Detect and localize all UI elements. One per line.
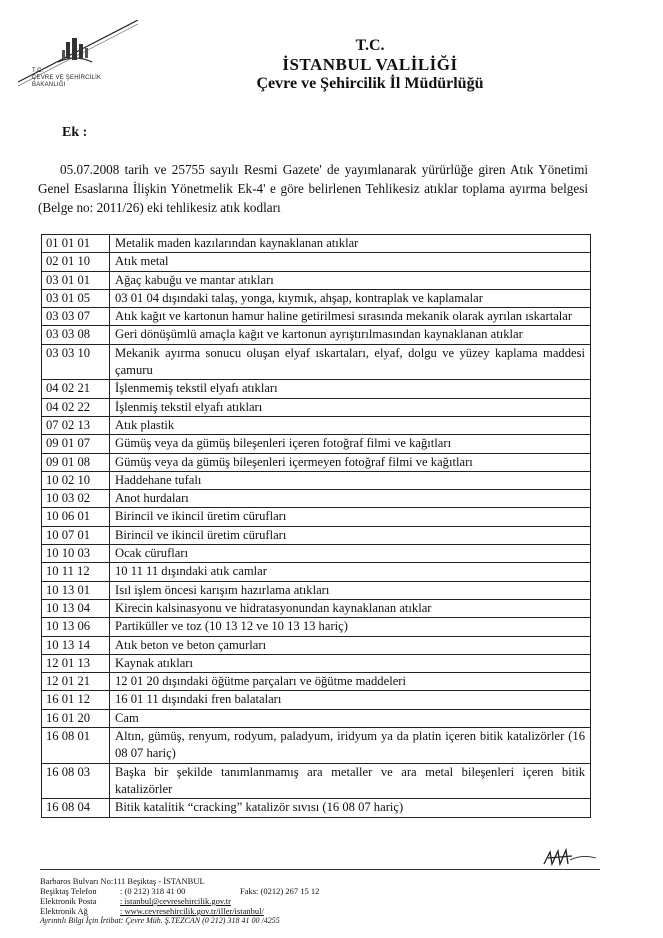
- table-row: [42, 581, 591, 599]
- table-row: [42, 308, 591, 326]
- waste-description: Ocak cürufları: [110, 545, 591, 563]
- signature-initials-icon: [540, 846, 600, 870]
- table-row: [42, 398, 591, 416]
- waste-description: Birincil ve ikincil üretim cürufları: [110, 508, 591, 526]
- waste-code: 10 07 01: [42, 526, 110, 544]
- table-row: [42, 289, 591, 307]
- table-row: [42, 453, 591, 471]
- waste-description: İşlenmiş tekstil elyafı atıkları: [110, 398, 591, 416]
- footer-email-link[interactable]: : istanbul@cevresehircilik.gov.tr: [120, 896, 231, 906]
- table-row: [42, 545, 591, 563]
- waste-description: Bitik katalitik “cracking” katalizör sıvısı (16 08 07 hariç): [110, 799, 591, 817]
- table-row: [42, 326, 591, 344]
- table-row: [42, 435, 591, 453]
- table-row: [42, 763, 591, 799]
- waste-code: 04 02 22: [42, 398, 110, 416]
- waste-description: Cam: [110, 709, 591, 727]
- waste-code: 10 13 14: [42, 636, 110, 654]
- header-directorate: Çevre ve Şehircilik İl Müdürlüğü: [256, 75, 484, 92]
- footer-contact-note: Ayrıntılı Bilgi İçin İrtibat: Çevre Müh. Ş.TEZCAN (0 212) 318 41 00 /4255: [40, 916, 280, 925]
- table-row: [42, 728, 591, 764]
- ministry-logo: [18, 20, 138, 100]
- table-row: [42, 471, 591, 489]
- waste-description: Gümüş veya da gümüş bileşenleri içermeyen fotoğraf filmi ve kağıtları: [110, 453, 591, 471]
- waste-description: Geri dönüşümlü amaçla kağıt ve kartonun ayrıştırılmasından kaynaklanan atıklar: [110, 326, 591, 344]
- waste-code: 10 13 06: [42, 618, 110, 636]
- footer-email-label: Elektronik Posta: [40, 896, 97, 906]
- waste-code: 10 13 01: [42, 581, 110, 599]
- waste-description: Atık beton ve beton çamurları: [110, 636, 591, 654]
- waste-description: Mekanik ayırma sonucu oluşan elyaf ıskartaları, elyaf, dolgu ve yüzey kaplama maddesi çamuru: [110, 344, 591, 380]
- table-row: [42, 599, 591, 617]
- waste-code: 03 03 08: [42, 326, 110, 344]
- header-tc: T.C.: [355, 37, 385, 54]
- waste-description: Ağaç kabuğu ve mantar atıkları: [110, 271, 591, 289]
- ministry-line1: ÇEVRE VE ŞEHİRCİLİK: [32, 75, 102, 81]
- footer-web-label: Elektronik Ağ: [40, 906, 88, 916]
- waste-code: 16 01 12: [42, 691, 110, 709]
- waste-description: Metalik maden kazılarından kaynaklanan atıklar: [110, 235, 591, 253]
- table-row: [42, 654, 591, 672]
- waste-code: 09 01 08: [42, 453, 110, 471]
- waste-code: 03 03 07: [42, 308, 110, 326]
- waste-code: 03 01 01: [42, 271, 110, 289]
- table-row: [42, 636, 591, 654]
- waste-code: 03 03 10: [42, 344, 110, 380]
- footer-phone-label: Beşiktaş Telefon: [40, 886, 97, 896]
- table-row: [42, 799, 591, 817]
- waste-description: Atık metal: [110, 253, 591, 271]
- waste-description: Haddehane tufalı: [110, 471, 591, 489]
- waste-code: 03 01 05: [42, 289, 110, 307]
- footer-phone: : (0 212) 318 41 00: [120, 886, 186, 896]
- waste-code: 16 08 01: [42, 728, 110, 764]
- waste-description: 10 11 11 dışındaki atık camlar: [110, 563, 591, 581]
- table-row: [42, 490, 591, 508]
- waste-description: 16 01 11 dışındaki fren balataları: [110, 691, 591, 709]
- footer-web-link[interactable]: : www.cevresehircilik.gov.tr/iller/istanbul/: [120, 906, 264, 916]
- waste-description: Kirecin kalsinasyonu ve hidratasyonundan kaynaklanan atıklar: [110, 599, 591, 617]
- waste-code: 10 02 10: [42, 471, 110, 489]
- waste-code: 12 01 13: [42, 654, 110, 672]
- footer-fax: Faks: (0212) 267 15 12: [240, 886, 320, 896]
- waste-description: Başka bir şekilde tanımlanmamış ara metaller ve ara metal bileşenleri içeren bitik katalizörler: [110, 763, 591, 799]
- table-row: [42, 618, 591, 636]
- table-row: [42, 526, 591, 544]
- waste-code: 10 11 12: [42, 563, 110, 581]
- waste-description: Partiküller ve toz (10 13 12 ve 10 13 13 hariç): [110, 618, 591, 636]
- waste-description: Isıl işlem öncesi karışım hazırlama atıkları: [110, 581, 591, 599]
- table-row: [42, 416, 591, 434]
- waste-code: 16 08 03: [42, 763, 110, 799]
- table-row: [42, 344, 591, 380]
- waste-description: Kaynak atıkları: [110, 654, 591, 672]
- waste-description: İşlenmemiş tekstil elyafı atıkları: [110, 380, 591, 398]
- table-row: [42, 673, 591, 691]
- ministry-line2: BAKANLIĞI: [32, 82, 66, 88]
- waste-code: 16 01 20: [42, 709, 110, 727]
- waste-description: Gümüş veya da gümüş bileşenleri içeren fotoğraf filmi ve kağıtları: [110, 435, 591, 453]
- table-row: [42, 709, 591, 727]
- footer-address: Barbaros Bulvarı No:111 Beşiktaş - İSTANBUL: [40, 876, 205, 886]
- table-row: [42, 271, 591, 289]
- waste-description: 03 01 04 dışındaki talaş, yonga, kıymık, ahşap, kontraplak ve kaplamalar: [110, 289, 591, 307]
- table-row: [42, 235, 591, 253]
- waste-code: 01 01 01: [42, 235, 110, 253]
- intro-paragraph: 05.07.2008 tarih ve 25755 sayılı Resmi Gazete' de yayımlanarak yürürlüğe giren Atık Yönetimi Genel Esaslarına İlişkin Yönetmelik Ek-4' e göre belirlenen Tehlikesiz atıklar toplama ayırma belgesi (Belge no: 2011/26) eki tehlikesiz atık kodları: [38, 162, 588, 215]
- waste-description: 12 01 20 dışındaki öğütme parçaları ve öğütme maddeleri: [110, 673, 591, 691]
- waste-description: Anot hurdaları: [110, 490, 591, 508]
- table-row: [42, 563, 591, 581]
- waste-codes-table: [41, 234, 591, 818]
- footer-divider: [40, 869, 600, 870]
- waste-description: Altın, gümüş, renyum, rodyum, paladyum, iridyum ya da platin içeren bitik katalizörler (16 08 07 hariç): [110, 728, 591, 764]
- document-header: [150, 36, 590, 93]
- ministry-short: T.C.: [32, 68, 44, 74]
- waste-code: 10 13 04: [42, 599, 110, 617]
- table-row: [42, 380, 591, 398]
- waste-description: Atık kağıt ve kartonun hamur haline getirilmesi sırasında mekanik olarak ayrılan ıskartalar: [110, 308, 591, 326]
- waste-code: 04 02 21: [42, 380, 110, 398]
- waste-code: 07 02 13: [42, 416, 110, 434]
- waste-description: Birincil ve ikincil üretim cürufları: [110, 526, 591, 544]
- table-row: [42, 691, 591, 709]
- waste-code: 10 10 03: [42, 545, 110, 563]
- waste-code: 16 08 04: [42, 799, 110, 817]
- waste-code: 09 01 07: [42, 435, 110, 453]
- waste-code: 12 01 21: [42, 673, 110, 691]
- table-row: [42, 253, 591, 271]
- attachment-label: Ek :: [62, 125, 88, 140]
- waste-description: Atık plastik: [110, 416, 591, 434]
- table-row: [42, 508, 591, 526]
- waste-code: 10 03 02: [42, 490, 110, 508]
- waste-code: 10 06 01: [42, 508, 110, 526]
- header-governorship: İSTANBUL VALİLİĞİ: [282, 55, 458, 74]
- waste-code: 02 01 10: [42, 253, 110, 271]
